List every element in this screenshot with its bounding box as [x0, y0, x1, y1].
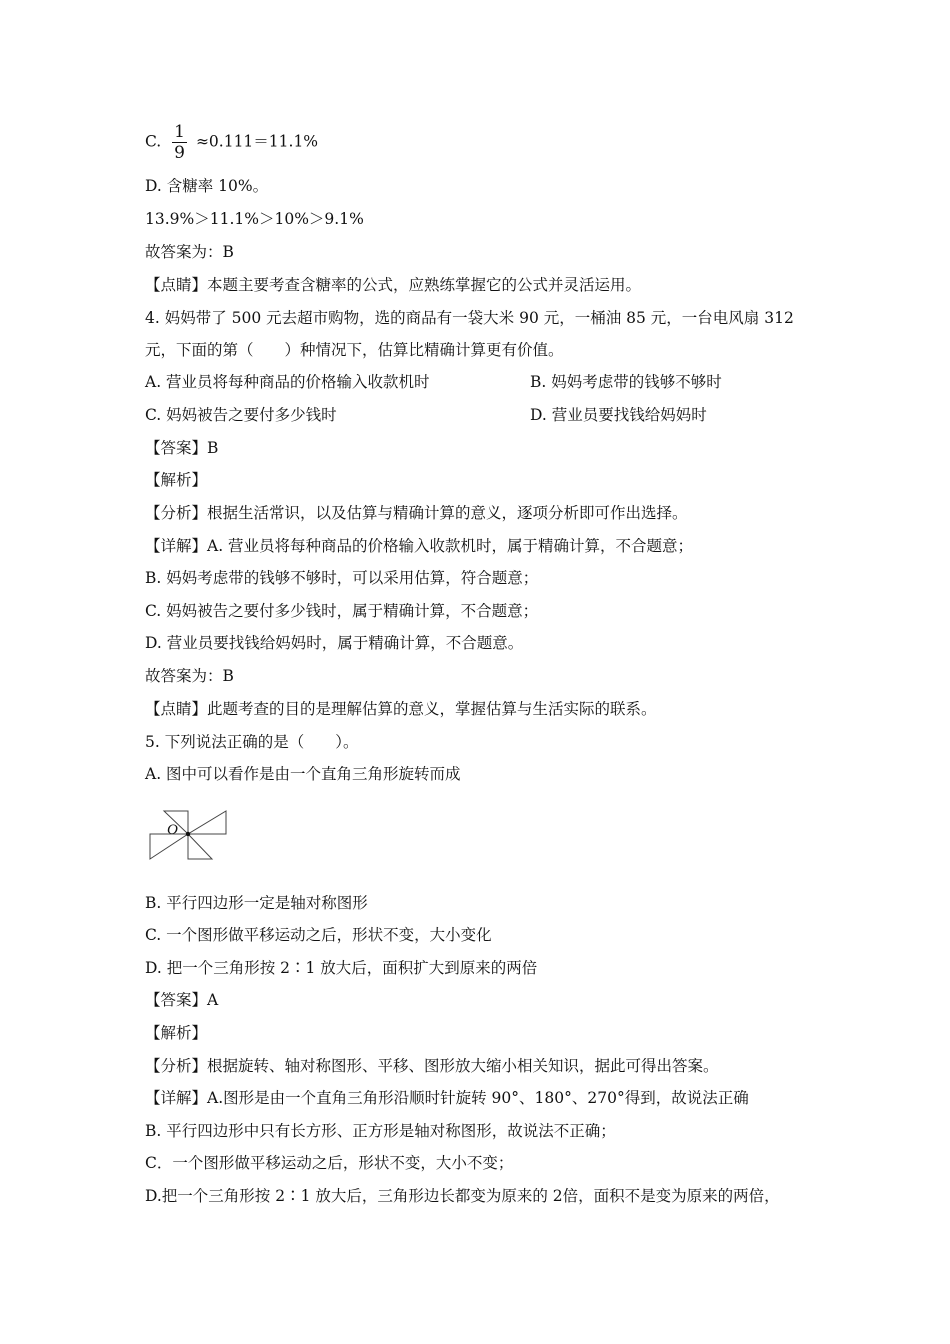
point-label: O: [167, 822, 178, 838]
option-c-line: [145, 122, 318, 163]
option-d: D. 把一个三角形按 2∶1 放大后，面积扩大到原来的两倍: [145, 959, 538, 977]
fraction: [172, 122, 187, 163]
triangle-bottom: [188, 834, 212, 859]
option-b: B. 妈妈考虑带的钱够不够时: [530, 373, 722, 391]
text-line: D. 含糖率 10%。: [145, 177, 269, 195]
answer-line: 【答案】A: [145, 991, 219, 1009]
question-5-stem: 5. 下列说法正确的是（ ）。: [145, 733, 359, 751]
detail-line: B. 平行四边形中只有长方形、正方形是轴对称图形，故说法不正确；: [145, 1122, 616, 1140]
option-c: C. 一个图形做平移运动之后，形状不变，大小变化: [145, 926, 492, 944]
detail-line: C．一个图形做平移运动之后，形状不变，大小不变；: [145, 1154, 514, 1172]
pinwheel-svg: [148, 797, 230, 865]
option-a: A. 营业员将每种商品的价格输入收款机时: [145, 373, 430, 391]
detail-line: 【详解】A. 营业员将每种商品的价格输入收款机时，属于精确计算，不合题意；: [145, 537, 694, 555]
option-a: A. 图中可以看作是由一个直角三角形旋转而成: [145, 765, 461, 783]
fraction-numerator: 1: [174, 122, 185, 142]
text-line: 故答案为：B: [145, 243, 234, 261]
conclusion-line: 故答案为：B: [145, 667, 234, 685]
option-c: C. 妈妈被告之要付多少钱时: [145, 406, 337, 424]
detail-line: 【详解】A.图形是由一个直角三角形沿顺时针旋转 90°、180°、270°得到，故说法正确: [145, 1089, 749, 1107]
option-b: B. 平行四边形一定是轴对称图形: [145, 894, 368, 912]
option-label: C.: [145, 132, 162, 151]
detail-line: B. 妈妈考虑带的钱够不够时，可以采用估算，符合题意；: [145, 569, 539, 587]
detail-line: C. 妈妈被告之要付多少钱时，属于精确计算，不合题意；: [145, 602, 539, 620]
question-4-stem: 4. 妈妈带了 500 元去超市购物，选的商品有一袋大米 90 元，一桶油 85 元，一台电风扇 312: [145, 309, 794, 327]
answer-line: 【答案】B: [145, 439, 219, 457]
text-line: 13.9%＞11.1%＞10%＞9.1%: [145, 210, 364, 228]
comment-line: 【点睛】此题考查的目的是理解估算的意义，掌握估算与生活实际的联系。: [145, 700, 657, 718]
option-text: ≈0.111＝11.1%: [195, 132, 319, 151]
triangle-right: [188, 811, 226, 834]
fraction-denominator: 9: [174, 143, 185, 163]
detail-line: D. 营业员要找钱给妈妈时，属于精确计算，不合题意。: [145, 634, 524, 652]
analysis-line: 【分析】根据旋转、轴对称图形、平移、图形放大缩小相关知识，据此可得出答案。: [145, 1057, 719, 1075]
option-d: D. 营业员要找钱给妈妈时: [530, 406, 707, 424]
pinwheel-figure: [148, 797, 230, 869]
analysis-heading: 【解析】: [145, 471, 208, 489]
center-point: [186, 832, 190, 836]
text-line: 【点睛】本题主要考查含糖率的公式，应熟练掌握它的公式并灵活运用。: [145, 276, 642, 294]
analysis-line: 【分析】根据生活常识，以及估算与精确计算的意义，逐项分析即可作出选择。: [145, 504, 688, 522]
question-4-stem-cont: 元，下面的第（ ）种情况下，估算比精确计算更有价值。: [145, 341, 564, 359]
analysis-heading: 【解析】: [145, 1024, 208, 1042]
detail-line: D.把一个三角形按 2∶1 放大后，三角形边长都变为原来的 2倍，面积不是变为原来的两倍，: [145, 1187, 780, 1205]
